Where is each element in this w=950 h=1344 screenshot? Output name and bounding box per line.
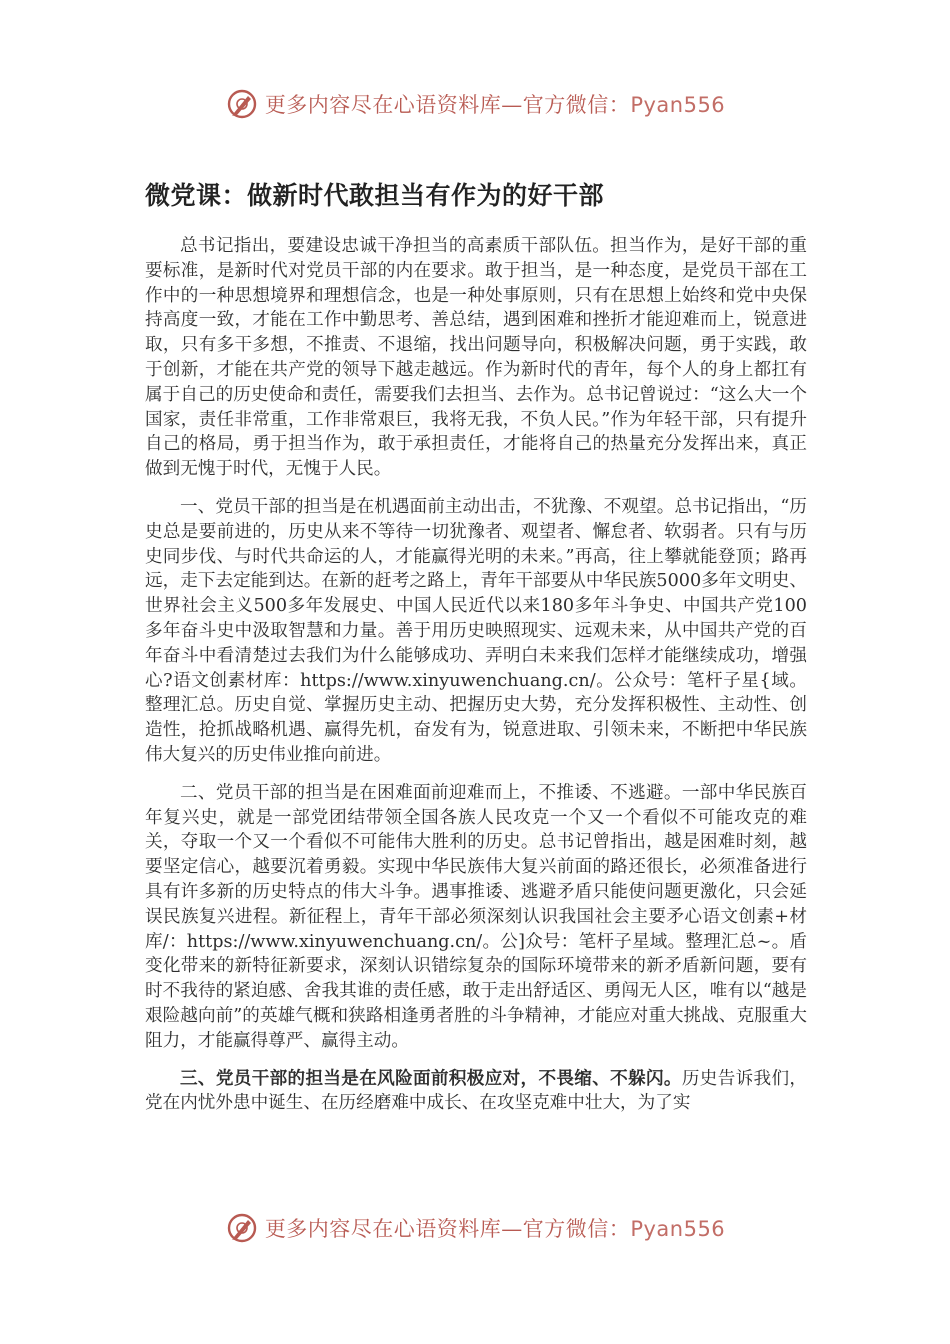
footer-banner-label: 更多内容尽在心语资料库—官方微信： — [264, 1217, 631, 1241]
document-body — [145, 234, 807, 1129]
header-wechat-id: Pyan556 — [630, 93, 726, 117]
paragraph-text: 一、党员干部的担当是在机遇面前主动出击，不犹豫、不观望。总书记指出，“历史总是要前进的，历史从来不等待一切犹豫者、观望者、懈怠者、软弱者。只有与历史同步伐、与时代共命运的人，才能赢得光明的未来。”再高，往上攀就能登顶；路再远，走下去定能到达。在新的赶考之路上，青年干部要从中华民族5000多年文明史、世界社会主义500多年发展史、中国人民近代以来180多年斗争史、中国共产党100多年奋斗史中汲取智慧和力量。善于用历史映照现实、远观未来，从中国共产党的百年奋斗中看清楚过去我们为什么能够成功、弄明白未来我们怎样才能继续成功，增强心?语文创素材库：https://www.xinyuwenchuang.cn/。公众号：笔杆子星{域。整理汇总。历史自觉、掌握历史主动、把握历史大势，充分发挥积极性、主动性、创造性，抢抓战略机遇、赢得先机，奋发有为，锐意进取、引领未来，不断把中华民族伟大复兴的历史伟业推向前进。 — [145, 496, 807, 765]
paragraph-text: 二、党员干部的担当是在困难面前迎难而上，不推诿、不逃避。一部中华民族百年复兴史，就是一部党团结带领全国各族人民攻克一个又一个看似不可能攻克的难关，夺取一个又一个看似不可能伟大胜利的历史。总书记曾指出，越是困难时刻，越要坚定信心，越要沉着勇毅。实现中华民族伟大复兴前面的路还很长，必须准备进行具有许多新的历史特点的伟大斗争。遇事推诿、逃避矛盾只能使问题更激化，只会延误民族复兴进程。新征程上，青年干部必须深刻认识我国社会主要矛心语文创素+材库/：https://www.xinyuwenchuang.cn/。公]众号：笔杆子星域。整理汇总~。盾变化带来的新特征新要求，深刻认识错综复杂的国际环境带来的新矛盾新问题，要有时不我待的紧迫感、舍我其谁的责任感，敢于走出舒适区、勇闯无人区，唯有以“越是艰险越向前”的英雄气概和狭路相逢勇者胜的斗争精神，才能应对重大挑战、克服重大阻力，才能赢得尊严、赢得主动。 — [145, 782, 807, 1051]
header-banner-label: 更多内容尽在心语资料库—官方微信： — [264, 93, 631, 117]
document-body-viewport — [140, 230, 820, 1190]
page-title: 微党课：做新时代敢担当有作为的好干部 — [145, 181, 605, 210]
header-banner-text — [265, 89, 725, 119]
header-banner-content — [225, 87, 725, 121]
pen-logo-icon — [225, 87, 259, 121]
paragraph-section-1 — [145, 495, 807, 768]
footer-banner-text — [265, 1213, 725, 1243]
paragraph-text: 总书记指出，要建设忠诚干净担当的高素质干部队伍。担当作为，是好干部的重要标准，是新时代对党员干部的内在要求。敢于担当，是一种态度，是党员干部在工作中的一种思想境界和理想信念，也是一种处事原则，只有在思想上始终和党中央保持高度一致，才能在工作中勤思考、善总结，遇到困难和挫折才能迎难而上，锐意进取，只有多干多想，不推责、不退缩，找出问题导向，积极解决问题，勇于实践，敢于创新，才能在共产党的领导下越走越远。作为新时代的青年，每个人的身上都扛有属于自己的历史使命和责任，需要我们去担当、去作为。总书记曾说过：“这么大一个国家，责任非常重，工作非常艰巨，我将无我，不负人民。”作为年轻干部，只有提升自己的格局，勇于担当作为，敢于承担责任，才能将自己的热量充分发挥出来，真正做到无愧于时代，无愧于人民。 — [145, 236, 807, 480]
paragraph-section-3 — [145, 1067, 807, 1117]
header-banner — [0, 80, 950, 128]
paragraph-section-2 — [145, 781, 807, 1054]
footer-banner — [0, 1204, 950, 1252]
footer-wechat-id: Pyan556 — [630, 1217, 726, 1241]
pen-logo-icon — [225, 1211, 259, 1245]
paragraph-text: 历史告诉我们，党在内忧外患中诞生、在历经磨难中成长、在攻坚克难中壮大，为了实 — [145, 1068, 807, 1114]
paragraph-intro — [145, 234, 807, 482]
paragraph-lead: 三、党员干部的担当是在风险面前积极应对，不畏缩、不躲闪。 — [180, 1068, 682, 1089]
footer-banner-content — [225, 1211, 725, 1245]
